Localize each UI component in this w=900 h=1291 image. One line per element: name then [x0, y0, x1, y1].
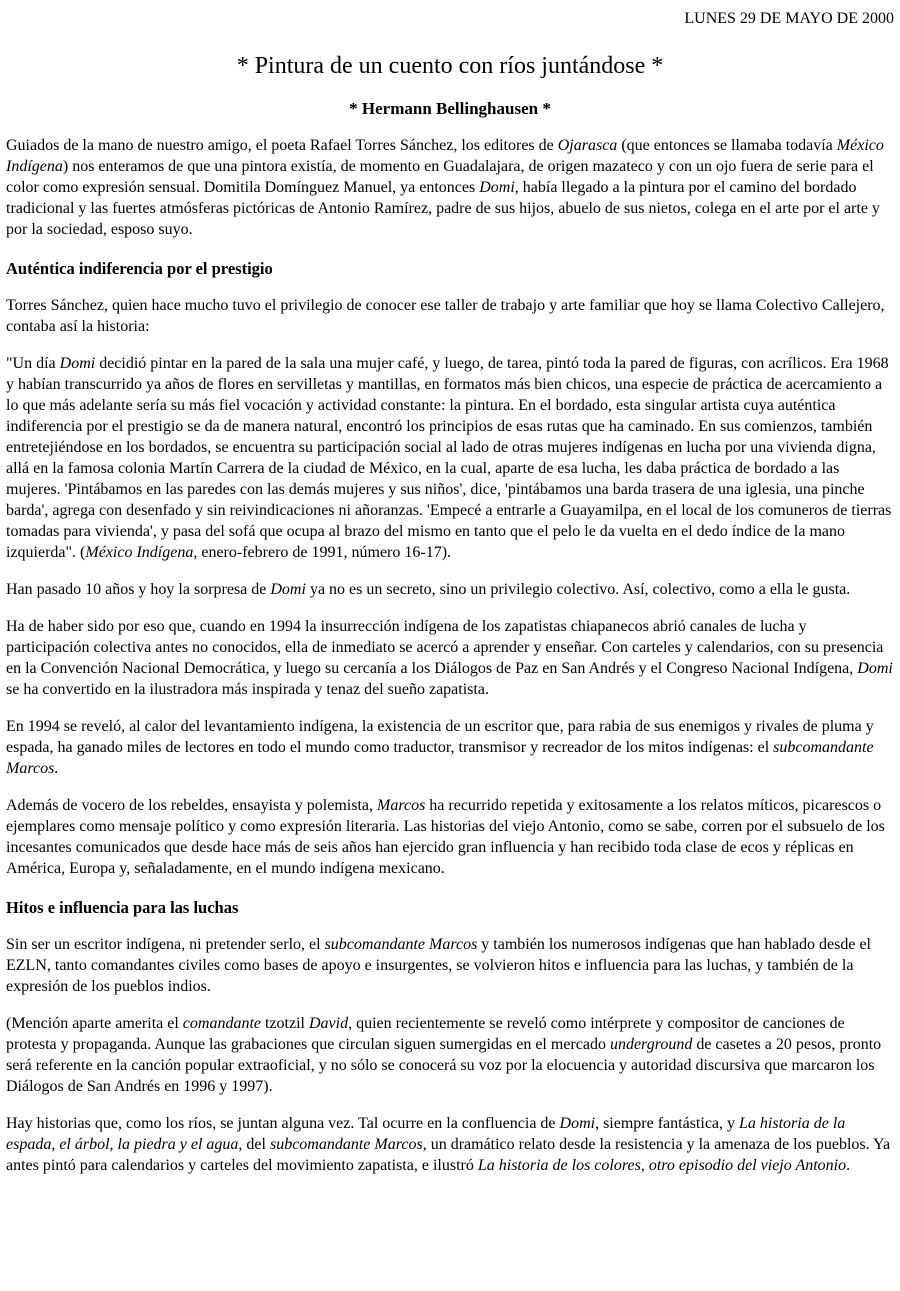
text-run: , había llegado a la pintura por el camino del bordado tradicional y las fuertes atmósferas pictóricas de Antonio Ramírez, padre de sus hijos, abuelo de sus nietos, colega en el arte por el arte y por la sociedad, esposo suyo. [6, 179, 880, 238]
italic-text-run: Domi [59, 355, 96, 372]
text-run: ya no es un secreto, sino un privilegio colectivo. Así, colectivo, como a ella le gusta. [305, 581, 851, 598]
italic-text-run: Domi [559, 1115, 596, 1132]
text-run: de casetes a 20 pesos, pronto será referente en la canción popular extraoficial, y no sólo se conocerá su voz por la elocuencia y autoridad discursiva que marcaron los Diálogos de San Andrés en 1996 y 1997). [6, 1036, 882, 1095]
italic-text-run: comandante [182, 1015, 261, 1032]
text-run: decidió pintar en la pared de la sala una mujer café, y luego, de tarea, pintó toda la pared de figuras, con acrílicos. Era 1968 y habían transcurrido ya años de flores en servilletas y mantillas, en formatos más bien chicos, una especie de práctica de acercamiento a lo que más adelante sería su más fiel vocación y actividad constante: la pintura. En el bordado, esta singular artista cuya auténtica indiferencia por el prestigio se da de manera natural, encontró los principios de esas rutas que ha caminado. En sus comienzos, también entretejiéndose en los bordados, se encuentra su participación social al lado de otras mujeres indígenas en lucha por una vivienda digna, allá en la famosa colonia Martín Carrera de la ciudad de México, en la cual, aparte de esa lucha, les daba práctica de bordado a las mujeres. 'Pintábamos en las paredes con las demás mujeres y sus niños', dice, 'pintábamos una barda trasera de una iglesia, una pinche barda', agrega con desenfado y sin reivindicaciones ni añoranzas. 'Empecé a entrarle a Guayamilpa, en el local de los comuneros de tierras tomadas para vivienda', y pasa del sofá que ocupa al brazo del mismo en tanto que el pelo le da vuelta en el dedo índice de la mano izquierda". ( [6, 355, 892, 561]
italic-text-run: underground [609, 1036, 693, 1053]
text-run: Ha de haber sido por eso que, cuando en 1994 la insurrección indígena de los zapatistas chiapanecos abrió canales de lucha y participación colectiva antes no conocidos, ella de inmediato se acercó a aprender y enseñar. Con carteles y calendarios, con su presencia en la Convención Nacional Democrática, y luego su cercanía a los Diálogos de Paz en San Andrés y el Congreso Nacional Indígena, [6, 618, 884, 677]
paragraph [6, 353, 894, 563]
paragraph [6, 295, 894, 337]
italic-text-run: subcomandante Marcos [6, 739, 874, 777]
text-run: "Un día [6, 355, 60, 372]
text-run: y también los numerosos indígenas que han hablado desde el EZLN, tanto comandantes civiles como bases de apoyo e insurgentes, se volvieron hitos e influencia para las luchas, y también de la expresión de los pueblos indios. [6, 936, 871, 995]
italic-text-run: Domi [857, 660, 893, 677]
text-run: , siempre fantástica, y [595, 1115, 740, 1132]
italic-text-run: Domi [479, 179, 515, 196]
paragraph [6, 795, 894, 879]
article-title: * Pintura de un cuento con ríos juntándose * [236, 53, 664, 79]
italic-text-run: México Indígena [6, 137, 884, 175]
text-run: , un dramático relato desde la resistencia y la amenaza de los pueblos. Ya antes pintó para calendarios y carteles del movimiento zapatista, e ilustró [6, 1136, 891, 1174]
italic-text-run: Marcos [377, 797, 426, 814]
text-run: , del [238, 1136, 270, 1153]
text-run: ha recurrido repetida y exitosamente a los relatos míticos, picarescos o ejemplares como mensaje político y como expresión literaria. Las historias del viejo Antonio, como se sabe, corren por el subsuelo de los incesantes comunicados que desde hace más de seis años han ejercido gran influencia y han recibido toda clase de ecos y réplicas en América, Europa y, señaladamente, en el mundo indígena mexicano. [6, 797, 885, 877]
text-run: tzotzil [261, 1015, 309, 1032]
text-run: Han pasado 10 años y hoy la sorpresa de [6, 581, 271, 598]
paragraph [6, 934, 894, 997]
text-run: , enero-febrero de 1991, número 16-17). [193, 544, 452, 561]
italic-text-run: Domi [270, 581, 306, 598]
paragraph [6, 716, 894, 779]
section-heading: Auténtica indiferencia por el prestigio [6, 259, 273, 278]
italic-text-run: México Indígena [85, 544, 194, 561]
text-run: Torres Sánchez, quien hace mucho tuvo el privilegio de conocer ese taller de trabajo y arte familiar que hoy se llama Colectivo Callejero, contaba así la historia: [6, 297, 885, 335]
italic-text-run: Ojarasca [557, 137, 618, 154]
text-run: Guiados de la mano de nuestro amigo, el poeta Rafael Torres Sánchez, los editores de [6, 137, 558, 154]
italic-text-run: La historia de los colores, otro episodio del viejo Antonio [477, 1157, 847, 1174]
paragraph [6, 135, 894, 240]
text-run: (Mención aparte amerita el [6, 1015, 183, 1032]
text-run: Sin ser un escritor indígena, ni pretender serlo, el [6, 936, 325, 953]
italic-text-run: La historia de la espada, el árbol, la piedra y el agua [6, 1115, 846, 1153]
text-run: ) nos enteramos de que una pintora existía, de momento en Guadalajara, de origen mazateco y con un ojo fuera de serie para el color como expresión sensual. Domitila Domínguez Manuel, ya entonces [6, 158, 874, 196]
article-body [6, 135, 894, 1176]
text-run: Hay historias que, como los ríos, se juntan alguna vez. Tal ocurre en la confluencia de [6, 1115, 560, 1132]
paragraph [6, 579, 894, 600]
article-author: * Hermann Bellinghausen * [349, 99, 551, 118]
text-run: . [54, 760, 59, 777]
text-run: En 1994 se reveló, al calor del levantamiento indígena, la existencia de un escritor que, para rabia de sus enemigos y rivales de pluma y espada, ha ganado miles de lectores en todo el mundo como traductor, transmisor y recreador de los mitos indígenas: el [6, 718, 874, 756]
text-run: (que entonces se llamaba todavía [617, 137, 837, 154]
paragraph [6, 616, 894, 700]
section-heading: Hitos e influencia para las luchas [6, 898, 239, 917]
text-run: Además de vocero de los rebeldes, ensayista y polemista, [6, 797, 377, 814]
italic-text-run: subcomandante Marcos [324, 936, 478, 953]
italic-text-run: David [308, 1015, 349, 1032]
text-run: , quien recientemente se reveló como intérprete y compositor de canciones de protesta y propaganda. Aunque las grabaciones que circulan siguen sumergidas en el mercado [6, 1015, 845, 1053]
text-run: . [846, 1157, 851, 1174]
italic-text-run: subcomandante Marcos [269, 1136, 423, 1153]
paragraph [6, 1113, 894, 1176]
paragraph [6, 1013, 894, 1097]
page-date: LUNES 29 DE MAYO DE 2000 [684, 10, 894, 27]
text-run: se ha convertido en la ilustradora más inspirada y tenaz del sueño zapatista. [6, 681, 489, 698]
